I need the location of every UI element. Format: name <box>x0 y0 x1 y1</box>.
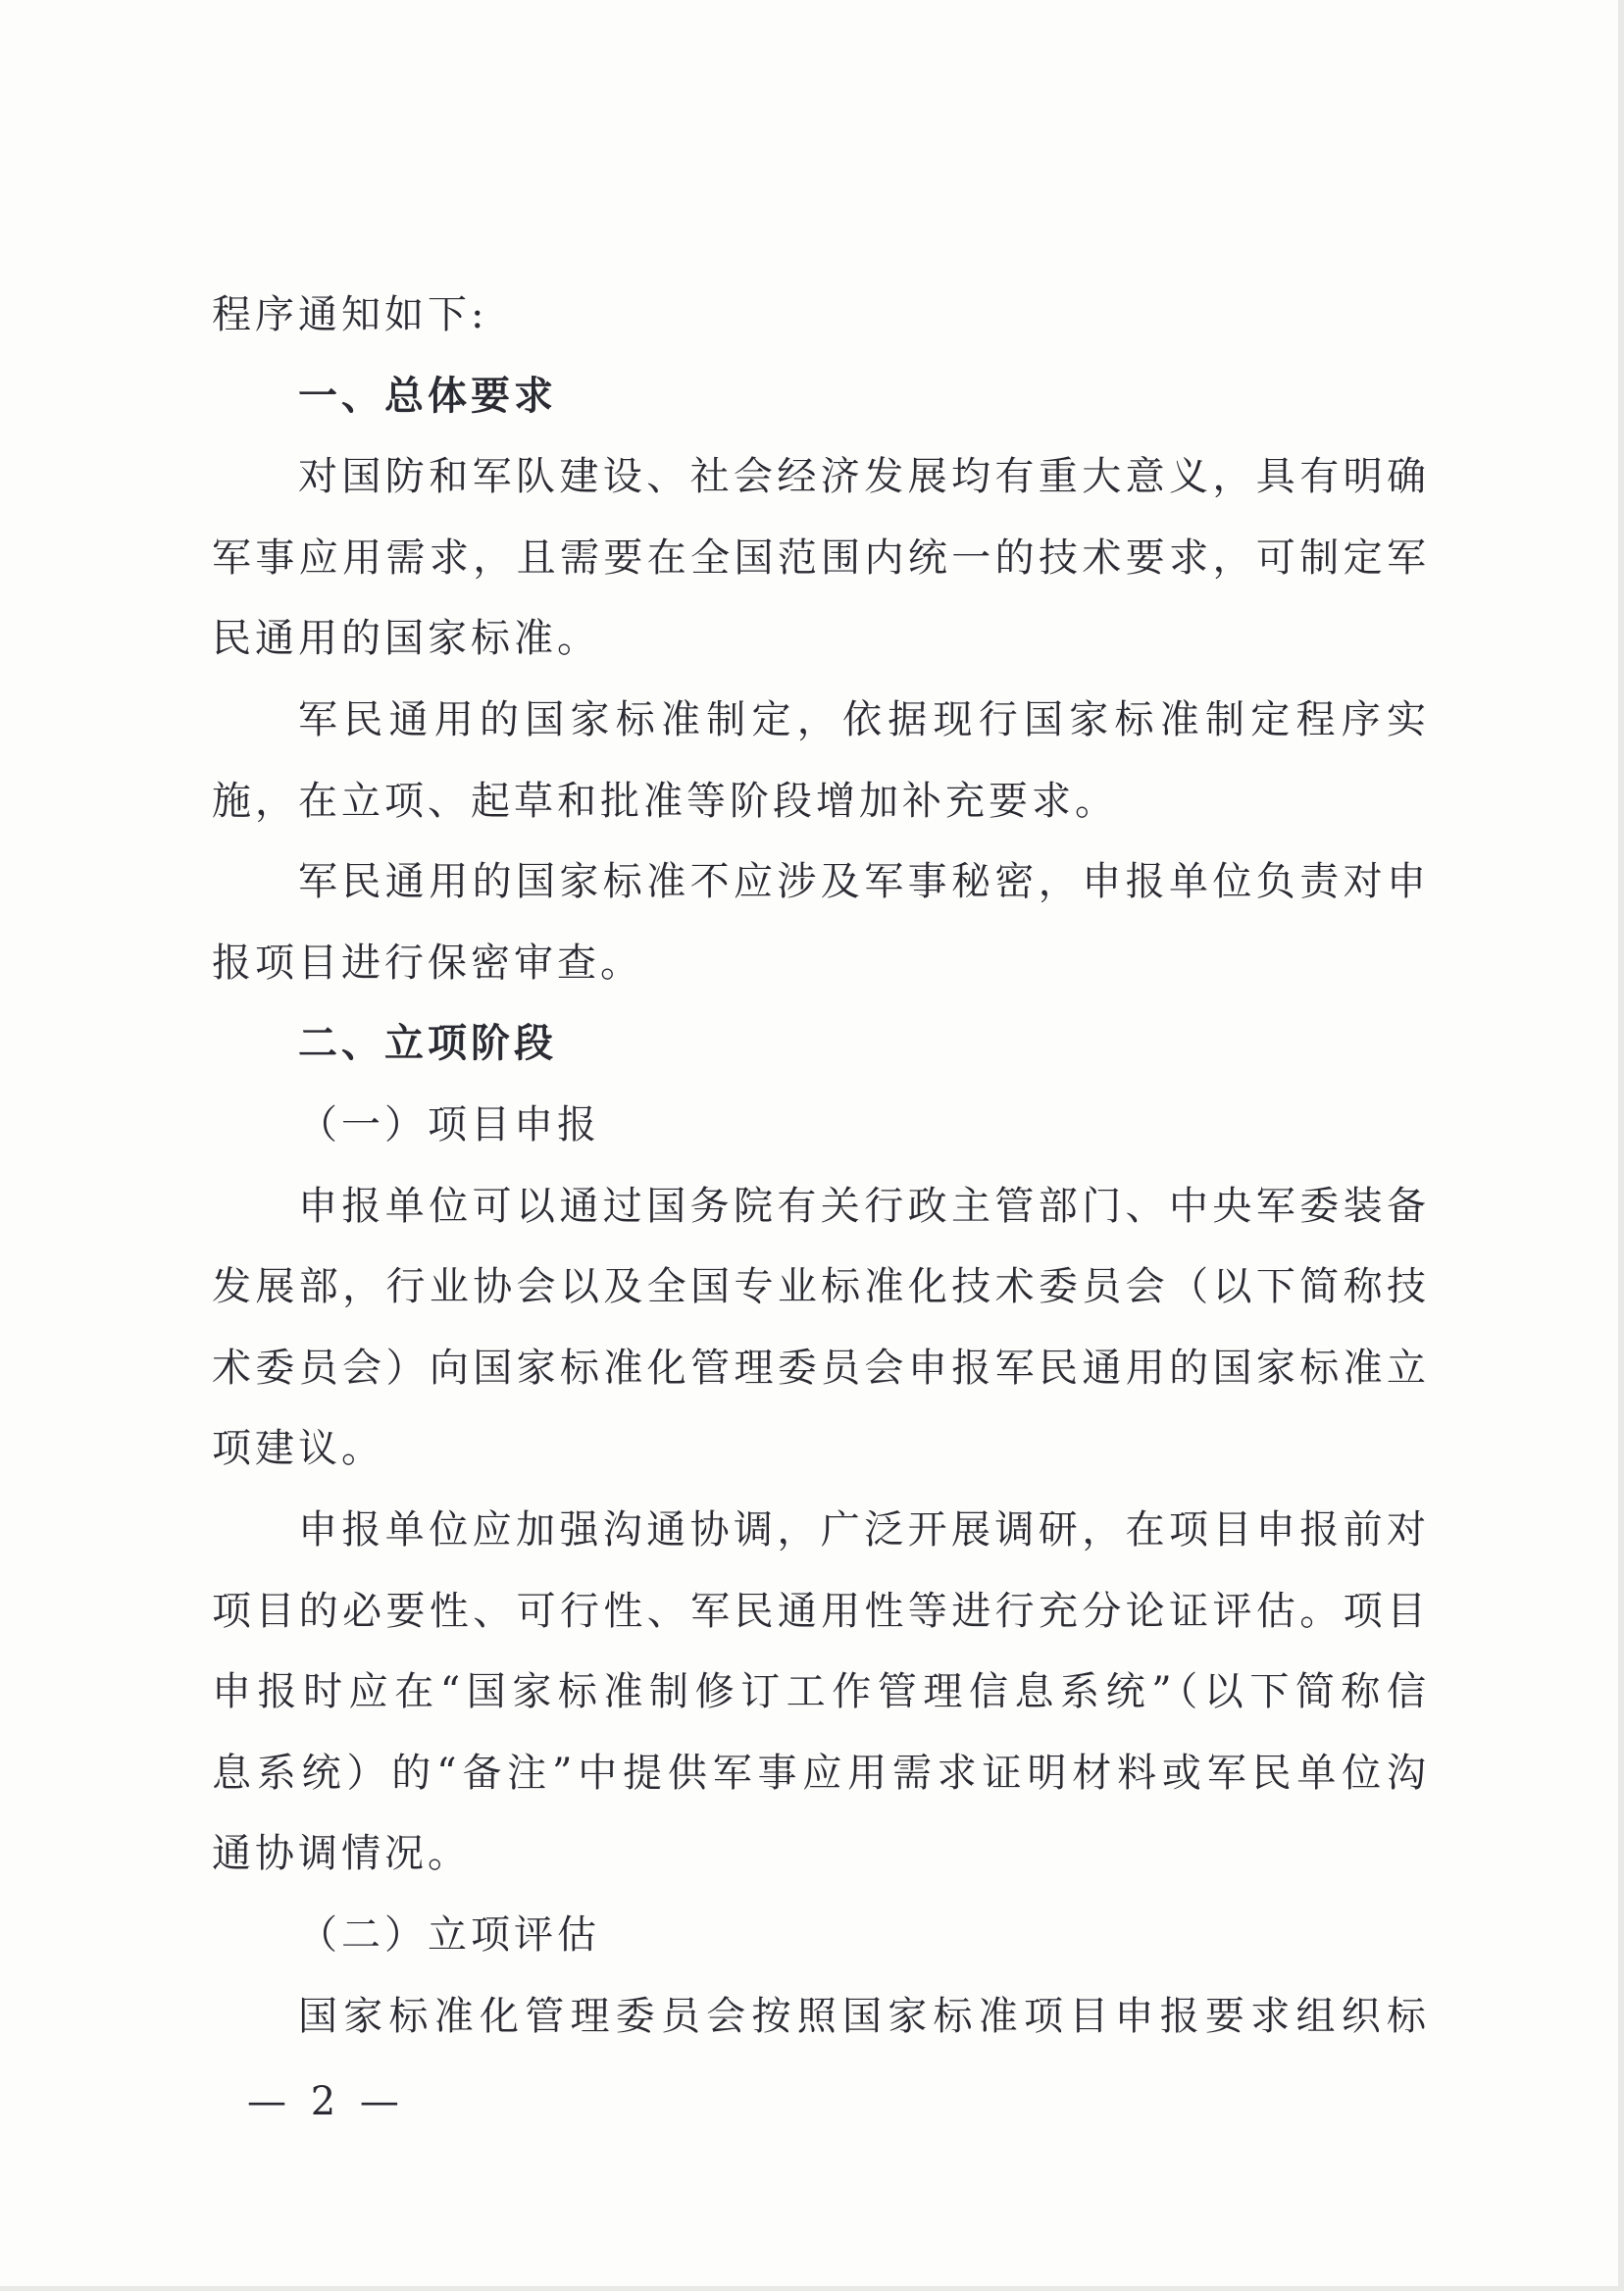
body-line: 术委员会）向国家标准化管理委员会申报军民通用的国家标准立 <box>212 1345 1426 1391</box>
body-line: 申报单位可以通过国务院有关行政主管部门、中央军委装备 <box>298 1183 1426 1229</box>
scan-edge-bottom <box>0 2286 1624 2291</box>
subsection-heading: （一）项目申报 <box>298 1102 600 1147</box>
subsection-heading: （二）立项评估 <box>298 1912 600 1958</box>
body-line: 息系统）的“备注”中提供军事应用需求证明材料或军民单位沟 <box>212 1750 1426 1796</box>
body-line: 程序通知如下: <box>212 292 488 337</box>
body-line: 施，在立项、起草和批准等阶段增加补充要求。 <box>212 778 1118 824</box>
body-line: 军事应用需求，且需要在全国范围内统一的技术要求，可制定军 <box>212 535 1426 581</box>
section-heading: 一、总体要求 <box>298 373 557 419</box>
body-line: 国家标准化管理委员会按照国家标准项目申报要求组织标 <box>298 1993 1426 2039</box>
body-line: 申报单位应加强沟通协调，广泛开展调研，在项目申报前对 <box>298 1507 1426 1553</box>
body-line: 项目的必要性、可行性、军民通用性等进行充分论证评估。项目 <box>212 1588 1426 1634</box>
body-line: 民通用的国家标准。 <box>212 616 600 662</box>
body-line: 发展部，行业协会以及全国专业标准化技术委员会（以下简称技 <box>212 1264 1426 1310</box>
page-number: — 2 — <box>247 2079 405 2124</box>
body-line: 申报时应在“国家标准制修订工作管理信息系统”（以下简称信 <box>212 1669 1426 1715</box>
body-line: 对国防和军队建设、社会经济发展均有重大意义，具有明确 <box>298 454 1426 500</box>
body-line: 报项目进行保密审查。 <box>212 940 643 986</box>
scan-edge <box>1618 0 1624 2291</box>
body-line: 军民通用的国家标准不应涉及军事秘密，申报单位负责对申 <box>298 859 1426 905</box>
body-line: 项建议。 <box>212 1426 384 1472</box>
body-line: 通协调情况。 <box>212 1831 471 1877</box>
body-line: 军民通用的国家标准制定，依据现行国家标准制定程序实 <box>298 697 1426 742</box>
section-heading: 二、立项阶段 <box>298 1021 557 1067</box>
